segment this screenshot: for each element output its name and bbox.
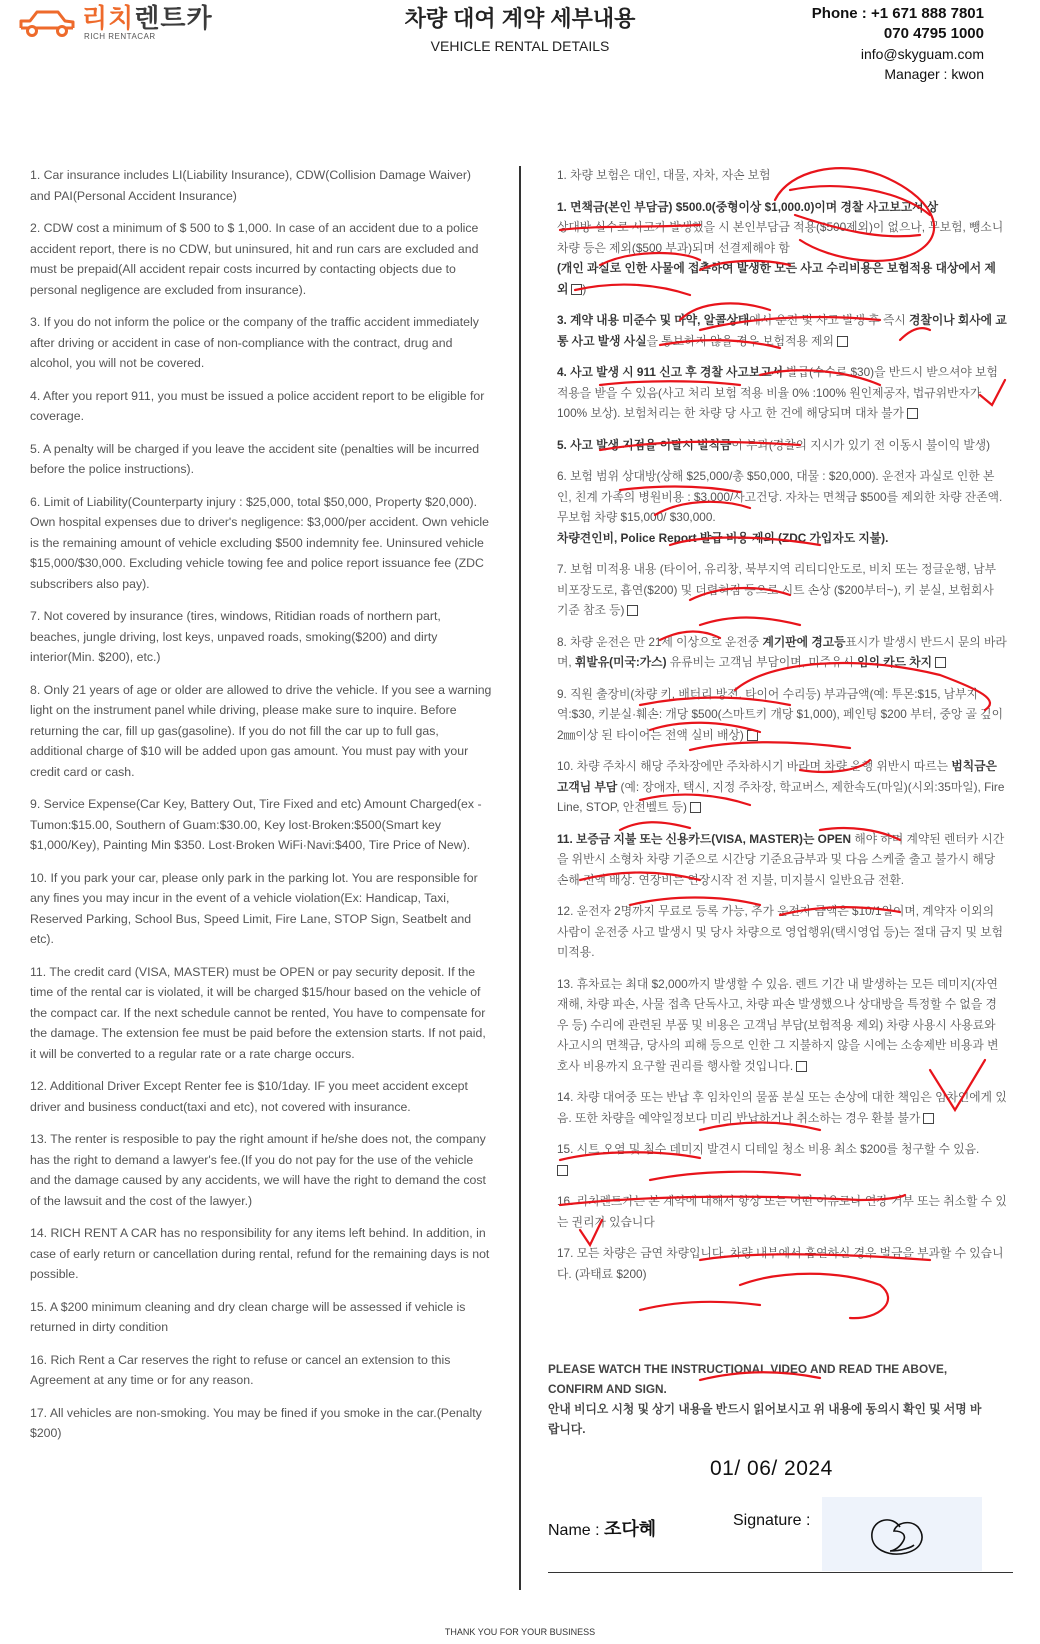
term-ko-3: 3. 계약 내용 미준수 및 마약, 알콜상태에서 운전 및 사고 발생 후 즉시 경찰이나 회사에 교통 사고 발생 사실을 통보하지 않을 경우 보험적용 제외 [557,313,1007,348]
term-1-checkbox[interactable] [571,284,582,295]
term-en-8: 8. Only 21 years of age or older are allowed to drive the vehicle. If you see a warning light on the instrument panel while driving, please make sure to inquire. Before returning the car, fill up gas(gasoline). If you do not fill the car up to full gas, additional charge of $10 will be added upon gas amount. You must pay with your credit card or cash. [30,682,492,779]
term-ko-7: 7. 보험 미적용 내용 (타이어, 유리창, 북부지역 리티디안도로, 비치 또는 정글운행, 남부 비포장도로, 흡연($200) 및 더렵혀짐 등으로 시트 손상 ($200부터~), 키 분실, 보험회사 기준 참조 등) [557,562,996,617]
english-terms-column [30,165,494,1456]
logo-subtitle: RICH RENTACAR [84,32,156,41]
term-7-checkbox[interactable] [627,605,638,616]
term-ko-11: 11. 보증금 지불 또는 신용카드(VISA, MASTER)는 OPEN 해야 하며 계약된 렌터카 시간을 위반시 소형차 차량 기준으로 시간당 기준요금부과 및 다음 스케줄 출고 불가시 해당 손해 전액 배상. 연장비는 연장시작 전 지불, 미지불시 일반요금 전환. [557,831,1005,887]
footer-text: THANK YOU FOR YOUR BUSINESS [444,1627,596,1637]
name-value: 조다혜 [604,1519,657,1539]
term-en-17: 17. All vehicles are non-smoking. You may be fined if you smoke in the car.(Penalty $200) [30,1405,482,1440]
term-en-2: 2. CDW cost a minimum of $ 500 to $ 1,000. In case of an accident due to a police accident report, there is no CDW, but uninsured, hit and run cars are excluded and must be prepaid(All accident repair costs incurred by contacting objects due to personal negligence are excluded from insurance). [30,221,479,297]
term-en-6: 6. Limit of Liability(Counterparty injury : $25,000, total $50,000, Property $20,000). Own hospital expenses due to driver's negligence: $3,000/per accident. Own vehicle is the remaining amount of vehicle excluding $500 indemnity fee. Uninsured vehicle $15,000/$30,000. Excluding vehicle towing fee and police report issuance fee (ZDC subscribers also pay). [30,494,489,591]
email-address: info@skyguam.com [860,46,984,62]
term-ko-15: 15. 시트 오염 및 침수 데미지 발견시 디테일 청소 비용 최소 $200를 청구할 수 있음. [557,1139,1007,1180]
logo-text-rentcar: 렌트카 [134,3,213,33]
manager-name: Manager : kwon [884,66,984,82]
notice-korean: 안내 비디오 시청 및 상기 내용을 반드시 읽어보시고 위 내용에 동의시 확인 및 서명 바랍니다. [548,1402,982,1436]
term-ko-9: 9. 직원 출장비(차량 키, 배터리 방전, 타이어 수리등) 부과금액(예: 투몬:$15, 남부지역:$30, 키분실·훼손: 개당 $500(스마트키 개당 $1,000), 페인팅 $200 부터, 중앙 골 깊이 2㎜이상 된 타이어는 전액 실비 배상) [557,686,1003,742]
name-label: Name : [548,1522,605,1539]
term-en-9: 9. Service Expense(Car Key, Battery Out, Tire Fixed and etc) Amount Charged(ex - Tumon:$15.00, Southern of Guam:$30.00, Key lost·Broken:$500(Smart key $1,000/Key), Painting Min $350. Lost·Broken WiFi·Navi:$400, Tire Price of New). [30,797,482,852]
term-ko-6: 6. 보험 범위 상대방(상해 $25,000/총 $50,000, 대물 : $20,000). 운전자 과실로 인한 본인, 친계 가족의 병원비용 : $3,000/사고건당. 자차는 면책금 $500를 제외한 차량 잔존액. 무보험 차량 $15,000/ $30,000. 차량견인비, Police Report 발급 비용 제외 (ZDC 가입자도 지불). [557,469,1003,545]
term-en-11: 11. The credit card (VISA, MASTER) must be OPEN or pay security deposit. If the time of the rental car is violated, it will be charged $15/hour based on the vehicle of the compact car. If the next schedule cannot be rented, You have to compensate for the damage. The extension fee must be paid before the extension starts. If not paid, it will be converted to a regular rate or a rate charge occurs. [30,964,486,1061]
page-title-english: VEHICLE RENTAL DETAILS [430,38,610,54]
term-en-13: 13. The renter is resposible to pay the right amount if he/she does not, the company has the right to demand a lawyer's fee.(If you do not pay for the use of the vehicle and the damage caused by any accidents, we will have the right to demand the cost of the lawsuit and the cost of the lawyer.) [30,1132,486,1208]
term-en-1: 1. Car insurance includes LI(Liability Insurance), CDW(Collision Damage Waiver) and PAI(Personal Accident Insurance) [30,168,472,203]
term-4-checkbox[interactable] [907,408,918,419]
term-ko-4: 4. 사고 발생 시 911 신고 후 경찰 사고보고서 발급(수수료 $30)을 반드시 받으셔야 보험 적용을 받을 수 있음(사고 처리 보험 적용 비율 0% :100% 원인제공자, 법규위반자가 100% 보상). 보험처리는 한 차량 당 사고 한 건에 해당되며 대차 불가 [557,365,998,420]
term-en-14: 14. RICH RENT A CAR has no responsibility for any items left behind. In addition, in case of early return or cancellation during rental, refund for the remaining days is not possible. [30,1226,490,1281]
term-ko-8: 8. 차량 운전은 만 21세 이상으로 운전중 계기판에 경고등표시가 발생시 반드시 문의 바라며, 휘발유(미국:가스) 유류비는 고객님 부담이며, 미주유시 임의 카드 차지 [557,634,1007,669]
term-ko-1: 1. 면책금(본인 부담금) $500.0(중형이상 $1,000.0)이며 경찰 사고보고서 상 상대방 실수로 사고가 발생했을 시 본인부담금 적용($500제외)이 없으나, 무보험, 뺑소니 차량 등은 제외($500 부과)되며 선결제해야 함 (개인 과실로 인한 사물에 접촉하여 발생한 모든 사고 수리비용은 보험적용 대상에서 제외 ) [557,199,1004,296]
term-8-checkbox[interactable] [935,657,946,668]
page-title-korean: 차량 대여 계약 세부내용 [404,6,636,31]
term-ko-5: 5. 사고 발생 지점을 이탈시 벌칙금이 부과(경찰의 지시가 있기 전 이동시 불이익 발생) [557,437,991,452]
signature-line [548,1572,1013,1573]
term-ko-16: 16. 리치렌트카는 본 계약에 대해서 항상 또는 어떤 이유로나 연장 거부 또는 취소할 수 있는 권리가 있습니다 [557,1194,1007,1229]
term-en-10: 10. If you park your car, please only park in the parking lot. You are responsible for any fines you may incur in the event of a vehicle violation(Ex: Handicap, Taxi, Reserved Parking, School Bus, Speed Limit, Fire Lane, STOP Sign, Seatbelt and etc). [30,870,478,946]
term-ko-0: 1. 차량 보험은 대인, 대물, 자차, 자손 보험 [557,168,771,182]
term-ko-14: 14. 차량 대여중 또는 반납 후 임차인의 물품 분실 또는 손상에 대한 책임은 임차인에게 있음. 또한 차량을 예약일정보다 미리 반납하거나 취소하는 경우 환불 불가 [557,1090,1007,1125]
signature-pad[interactable] [822,1497,982,1571]
notice-english: PLEASE WATCH THE INSTRUCTIONAL VIDEO AND READ THE ABOVE, CONFIRM AND SIGN. [548,1362,948,1396]
signature-label: Signature : [733,1512,811,1529]
term-ko-12: 12. 운전자 2명까지 무료로 등록 가능, 추가 운전자 금액은 $10/1일이며, 계약자 이외의 사람이 운전중 사고 발생시 및 당사 차량으로 영업행위(택시영업 등)는 절대 금지 및 보험 미적용. [557,904,1004,959]
term-3-checkbox[interactable] [837,336,848,347]
contract-date: 01/ 06/ 2024 [710,1457,833,1480]
term-en-7: 7. Not covered by insurance (tires, windows, Ritidian roads of northern part, beaches, jungle driving, lost keys, unpaved roads, smoking($200) and dirty interior(Min. $200), etc.) [30,609,441,664]
phone-number-2: 070 4795 1000 [883,25,984,42]
korean-terms-column [557,165,1007,1295]
term-en-12: 12. Additional Driver Except Renter fee is $10/1day. IF you meet accident except driver and business conduct(taxi and etc), not covered with insurance. [30,1079,468,1114]
contact-block [812,4,984,84]
column-divider [519,166,521,1590]
term-ko-10: 10. 차량 주차시 해당 주차장에만 주차하시기 바라며 차량 운행 위반시 따르는 범칙금은 고객님 부담 (예: 장애자, 택시, 지정 주차장, 학교버스, 제한속도(마일)(시외:35마일), Fire Line, STOP, 안전벨트 등) [557,759,1005,814]
term-10-checkbox[interactable] [690,802,701,813]
term-en-5: 5. A penalty will be charged if you leave the accident site (penalties will be incurred before the police instructions). [30,441,480,476]
term-13-checkbox[interactable] [796,1061,807,1072]
term-14-checkbox[interactable] [923,1113,934,1124]
term-en-4: 4. After you report 911, you must be issued a police accident report to be eligible for coverage. [30,388,485,423]
name-field[interactable] [548,1515,656,1541]
term-en-3: 3. If you do not inform the police or the company of the traffic accident immediately after driving or accident in case of non-compliance with the contract, drug and alcohol, you will not be covered. [30,315,479,370]
phone-number: Phone : +1 671 888 7801 [811,5,984,22]
term-ko-17: 17. 모든 차량은 금연 차량입니다. 차량 내부에서 흡연하실 경우 벌금을 부과할 수 있습니다. (과태료 $200) [557,1246,1004,1281]
term-ko-13: 13. 휴차료는 최대 $2,000까지 발생할 수 있음. 렌트 기간 내 발생하는 모든 데미지(자연재해, 차량 파손, 사물 접촉 단독사고, 차량 파손 발생했으나 상대방을 특정할 수 없을 경우 등) 수리에 관련된 부품 및 비용은 고객님 부담(보험적용 제외) 차량 사용시 사용료와 사고시의 면책금, 당사의 피해 등으로 인한 그 지불하지 않을 시에는 소송제반 비용과 변호사 비용까지 요구할 권리를 행사할 것입니다. [557,976,999,1073]
term-15-checkbox[interactable] [557,1165,568,1176]
term-9-checkbox[interactable] [747,730,758,741]
confirmation-notice [548,1359,988,1439]
logo-text-rich: 리치 [82,3,135,33]
term-en-16: 16. Rich Rent a Car reserves the right to refuse or cancel an extension to this Agreement at any time or for any reason. [30,1352,451,1387]
term-en-15: 15. A $200 minimum cleaning and dry clean charge will be assessed if vehicle is returned in dirty condition [30,1299,466,1334]
signature-stroke [822,1497,982,1571]
